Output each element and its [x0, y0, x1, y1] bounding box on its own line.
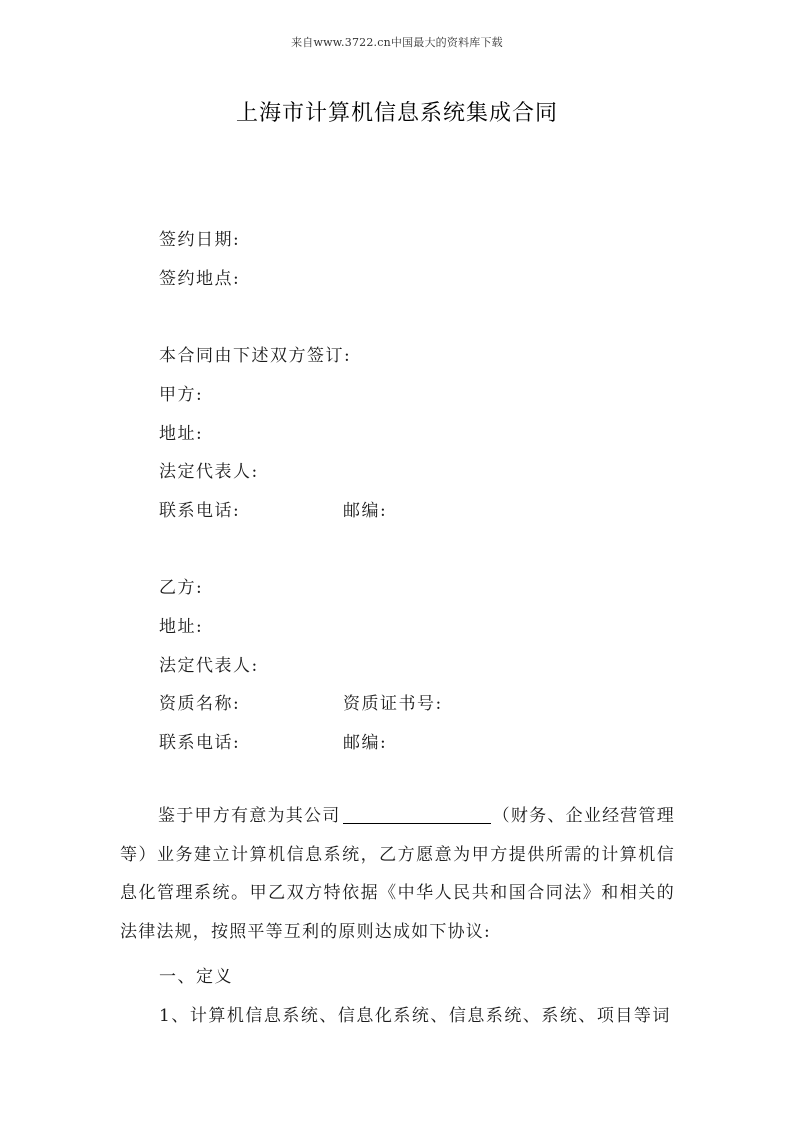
company-blank-line — [343, 805, 491, 824]
party-b-phone: 联系电话: — [159, 733, 241, 753]
preamble-paragraph — [120, 797, 675, 951]
party-b-legal-rep: 法定代表人: — [159, 656, 259, 676]
party-a-legal-rep: 法定代表人: — [159, 462, 259, 482]
party-b-qualification-name: 资质名称: — [159, 694, 241, 714]
party-b-label: 乙方: — [159, 578, 204, 598]
section-heading-definitions: 一、定义 — [159, 967, 233, 987]
parties-intro: 本合同由下述双方签订: — [159, 346, 352, 366]
party-a-postcode: 邮编: — [343, 501, 388, 521]
document-title: 上海市计算机信息系统集成合同 — [235, 101, 558, 126]
party-b-address: 地址: — [159, 617, 204, 637]
sign-date-label: 签约日期: — [159, 230, 241, 250]
preamble-text-2: （财务、企业经营管理等）业务建立计算机信息系统，乙方愿意为甲方提供所需的计算机信息化管理系统。甲乙双方特依据《中华人民共和国合同法》和相关的法律法规，按照平等互利的原则达成如下协议: — [120, 806, 676, 942]
party-b-qualification-cert: 资质证书号: — [343, 694, 443, 714]
page-header: 来自www.3722.cn中国最大的资料库下载 — [291, 36, 503, 49]
party-a-phone: 联系电话: — [159, 501, 241, 521]
clause-1-text: 1、计算机信息系统、信息化系统、信息系统、系统、项目等词 — [159, 1006, 671, 1026]
party-a-label: 甲方: — [159, 385, 204, 405]
preamble-text-1: 鉴于甲方有意为其公司 — [158, 806, 341, 826]
sign-place-label: 签约地点: — [159, 269, 241, 289]
party-b-postcode: 邮编: — [343, 733, 388, 753]
party-a-address: 地址: — [159, 424, 204, 444]
